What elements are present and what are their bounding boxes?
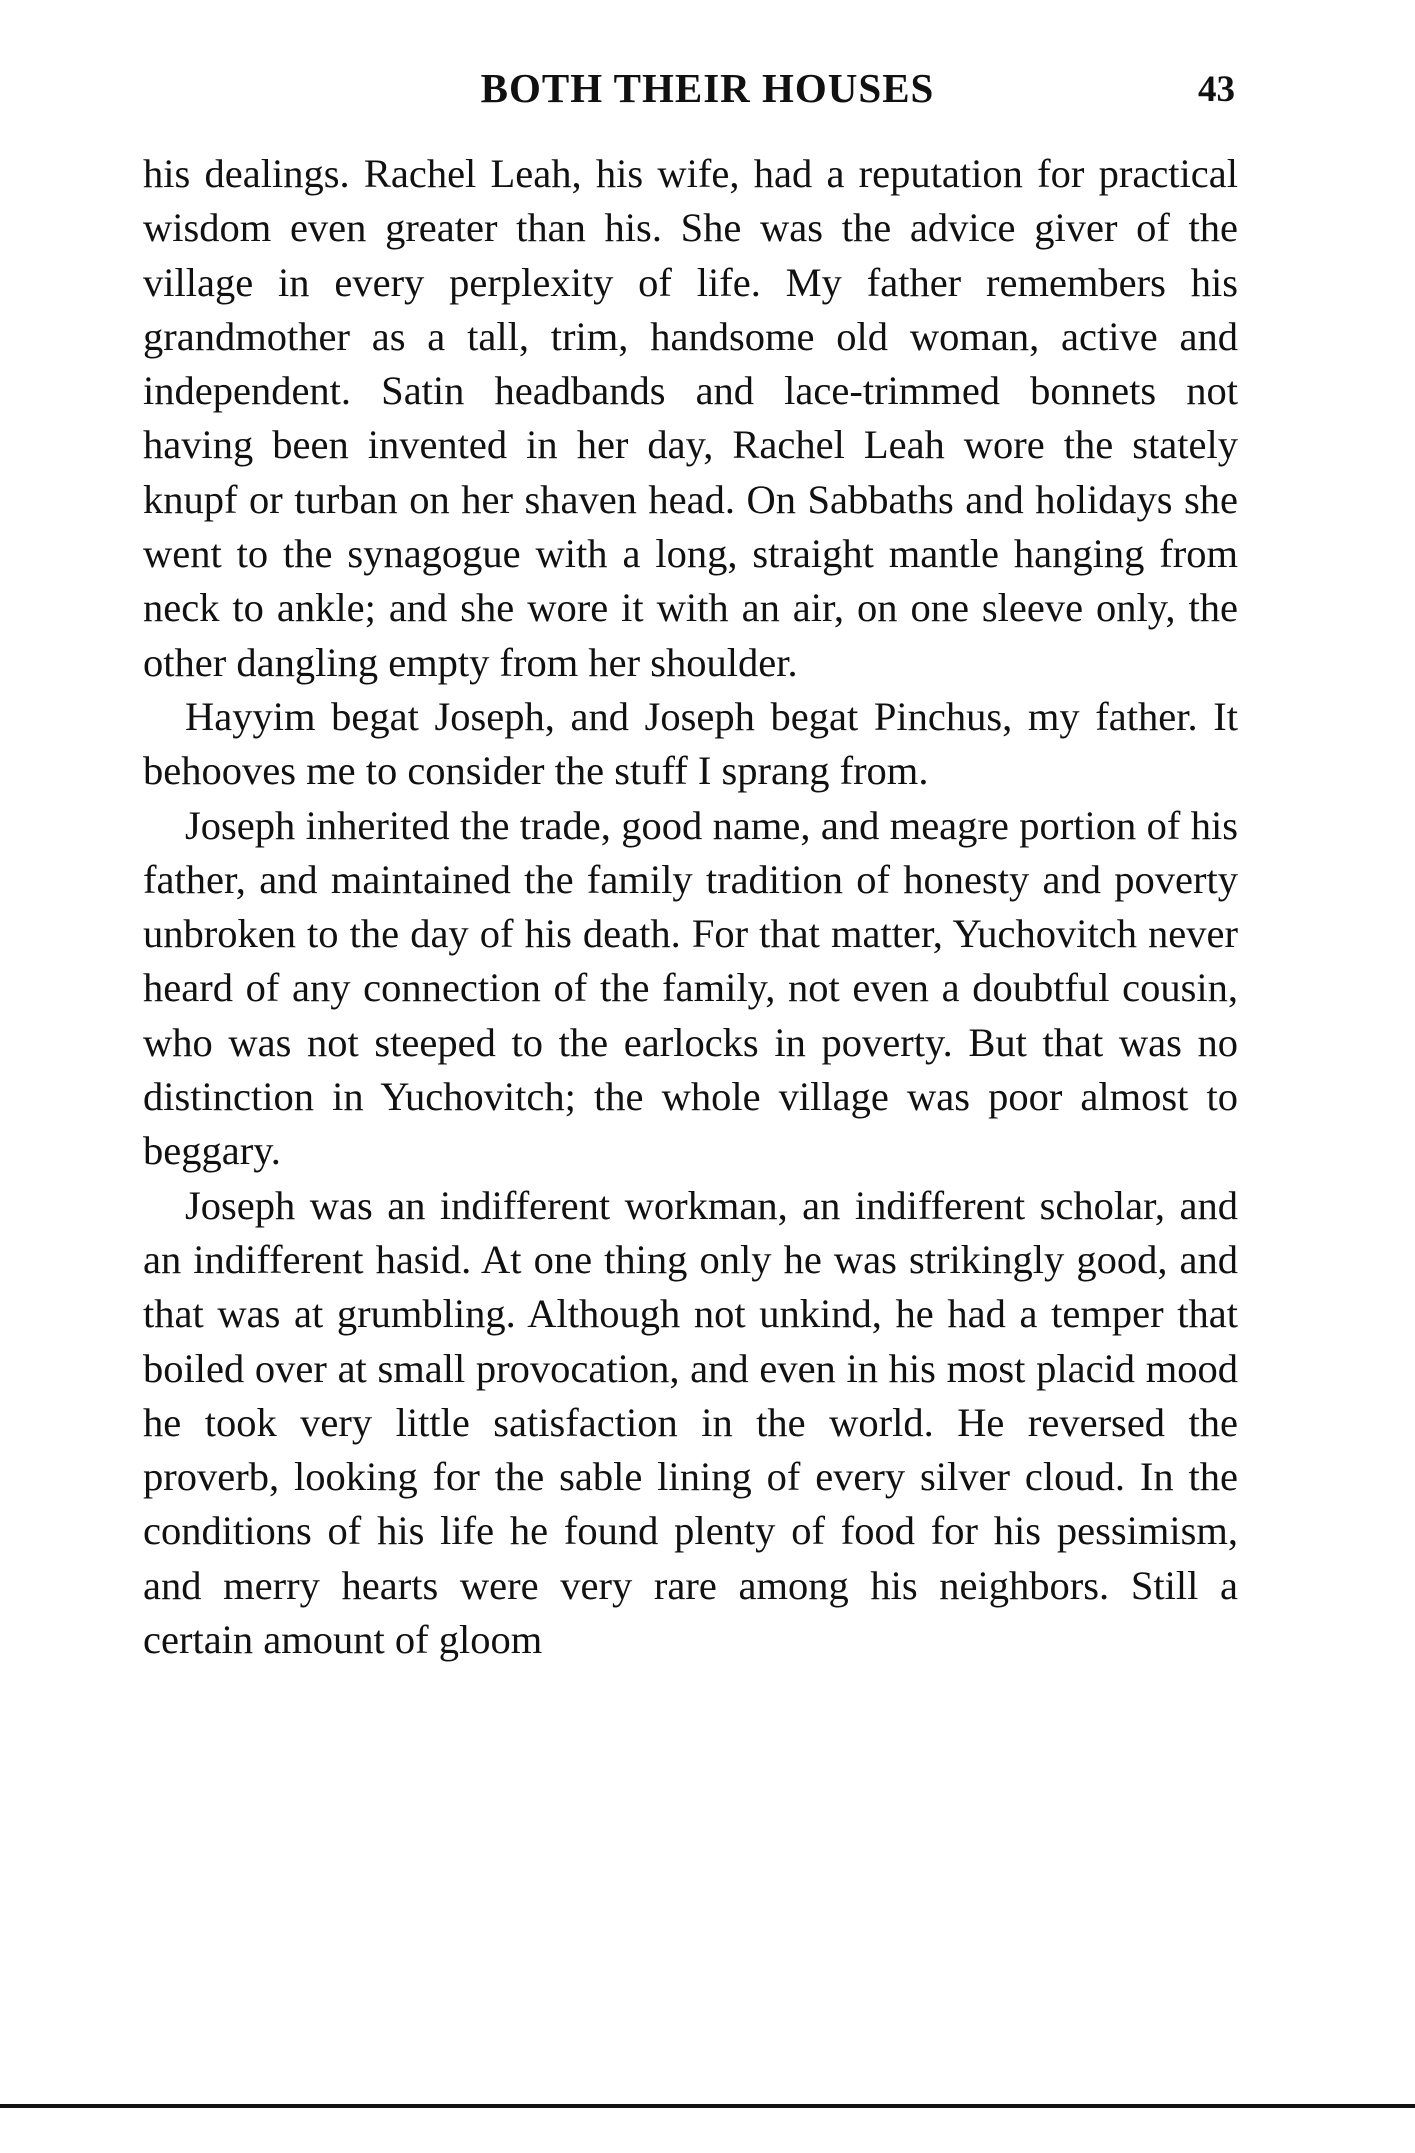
page-number: 43 [1198,69,1235,110]
paragraph: Hayyim begat Joseph, and Joseph begat Pinchus, my father. It behooves me to consider the stuff I sprang from. [143,693,1238,794]
bottom-rule [0,2104,1415,2108]
running-title: BOTH THEIR HOUSES [480,65,935,111]
page-header [0,58,1415,118]
paragraph: Joseph inherited the trade, good name, and meagre portion of his father, and maintained the family tradition of honesty and poverty unbroken to the day of his death. For that matter, Yuchovitch never heard of any connection of the family, not even a doubtful cousin, who was not steeped to the earlocks in poverty. But that was no distinction in Yuchovitch; the whole village was poor almost to beggary. [143,802,1238,1174]
body-text [143,147,1238,1667]
paragraph: Joseph was an indifferent workman, an indifferent scholar, and an indifferent hasid. At one thing only he was strikingly good, and that was at grumbling. Although not unkind, he had a temper that boiled over at small provocation, and even in his most placid mood he took very little satisfaction in the world. He reversed the proverb, looking for the sable lining of every silver cloud. In the conditions of his life he found plenty of food for his pessimism, and merry hearts were very rare among his neighbors. Still a certain amount of gloom [143,1182,1238,1663]
paragraph: his dealings. Rachel Leah, his wife, had a reputation for practical wisdom even greater than his. She was the advice giver of the village in every perplexity of life. My father remembers his grandmother as a tall, trim, handsome old woman, active and independent. Satin headbands and lace-trimmed bonnets not having been invented in her day, Rachel Leah wore the stately knupf or turban on her shaven head. On Sabbaths and holidays she went to the synagogue with a long, straight mantle hanging from neck to ankle; and she wore it with an air, on one sleeve only, the other dangling empty from her shoulder. [143,151,1238,685]
